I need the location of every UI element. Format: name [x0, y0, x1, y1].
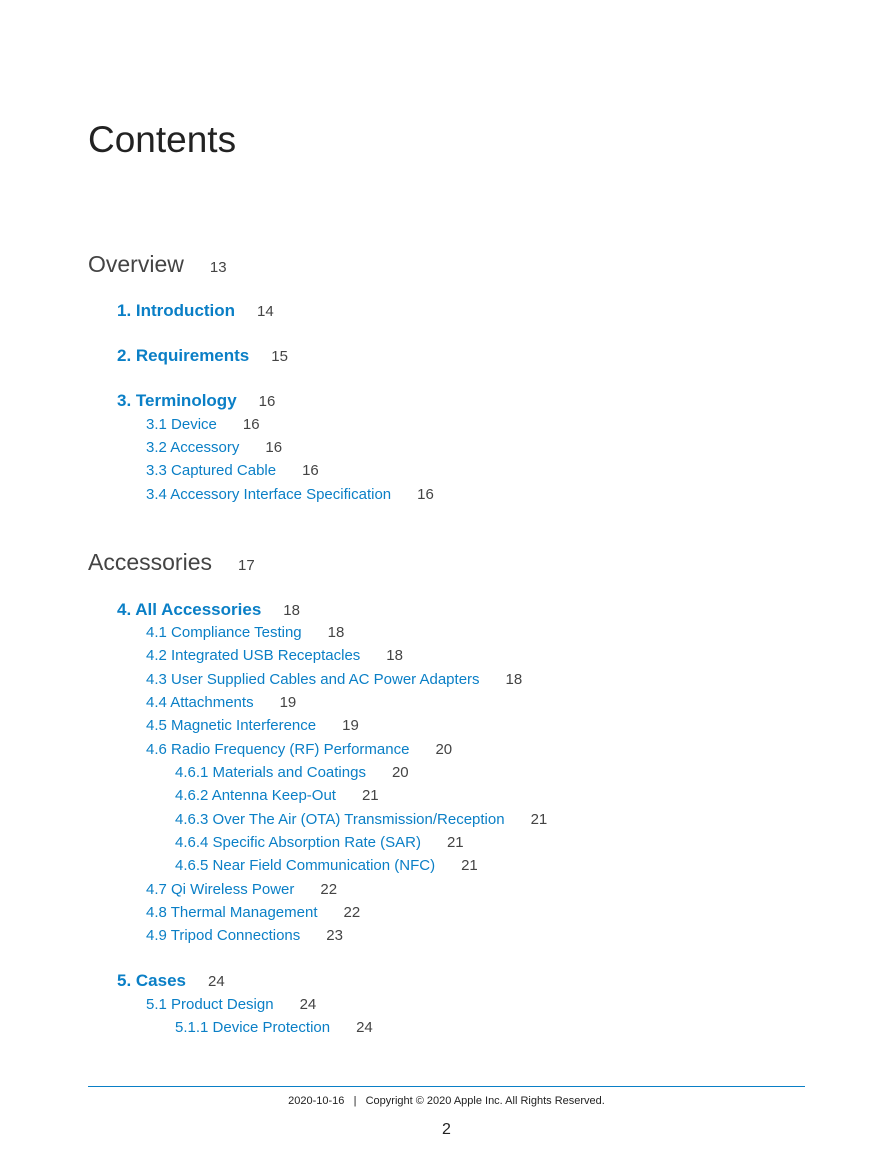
- toc-label: 4.6.3 Over The Air (OTA) Transmission/Reception: [175, 811, 505, 828]
- toc-label: 4.4 Attachments: [146, 694, 254, 711]
- part-page: 13: [209, 259, 227, 276]
- toc-label: 1. Introduction: [117, 301, 236, 320]
- page-title: Contents: [88, 119, 237, 160]
- toc-chapter-terminology[interactable]: [117, 391, 275, 411]
- footer-copyright: 2020-10-16 | Copyright © 2020 Apple Inc. All Rights Reserved.: [288, 1095, 605, 1107]
- toc-page: 16: [302, 462, 319, 479]
- toc-section[interactable]: [146, 416, 260, 433]
- toc-section[interactable]: [146, 996, 316, 1013]
- toc-page: 24: [208, 973, 225, 990]
- toc-page: 15: [271, 348, 288, 365]
- part-page: 17: [237, 557, 255, 574]
- toc-subsection[interactable]: [175, 811, 547, 828]
- toc-chapter-all-accessories[interactable]: [117, 600, 300, 620]
- toc-label: 4.3 User Supplied Cables and AC Power Adapters: [146, 671, 480, 688]
- toc-subsection[interactable]: [175, 787, 379, 804]
- toc-label: 5.1.1 Device Protection: [175, 1019, 331, 1036]
- toc-page: 19: [279, 694, 297, 711]
- toc-page: 16: [258, 393, 276, 410]
- toc-label: 4.1 Compliance Testing: [146, 624, 302, 641]
- toc-label: 4.6.1 Materials and Coatings: [175, 764, 366, 781]
- toc-section[interactable]: [146, 694, 296, 711]
- toc-subsection[interactable]: [175, 834, 464, 851]
- toc-label: 4.6.5 Near Field Communication (NFC): [175, 857, 436, 874]
- toc-subsection[interactable]: [175, 764, 409, 781]
- toc-chapter-introduction[interactable]: [117, 301, 274, 321]
- toc-label: 4.6.4 Specific Absorption Rate (SAR): [175, 834, 421, 851]
- toc-page: 22: [343, 904, 361, 921]
- toc-page: 14: [257, 303, 274, 320]
- toc-section[interactable]: [146, 881, 337, 898]
- toc-section[interactable]: [146, 462, 319, 479]
- part-accessories[interactable]: [88, 549, 255, 576]
- toc-label: 4.6.2 Antenna Keep-Out: [175, 787, 336, 804]
- toc-page: 24: [299, 996, 317, 1013]
- toc-label: 2. Requirements: [117, 346, 250, 365]
- toc-page: 16: [417, 486, 434, 503]
- toc-page: 20: [391, 764, 409, 781]
- toc-page: 21: [530, 811, 548, 828]
- toc-page: 18: [327, 624, 345, 641]
- toc-section[interactable]: [146, 927, 343, 944]
- toc-label: 3. Terminology: [117, 391, 237, 410]
- toc-subsection[interactable]: [175, 857, 478, 874]
- toc-page: 20: [435, 741, 453, 758]
- part-title: Overview: [88, 251, 184, 277]
- toc-page: 16: [242, 416, 260, 433]
- toc-label: 5. Cases: [117, 971, 186, 990]
- toc-label: 5.1 Product Design: [146, 996, 274, 1013]
- toc-label: 4.7 Qi Wireless Power: [146, 881, 295, 898]
- toc-section[interactable]: [146, 741, 452, 758]
- toc-section[interactable]: [146, 647, 403, 664]
- toc-label: 3.3 Captured Cable: [146, 462, 277, 479]
- toc-page: 21: [461, 857, 478, 874]
- part-title: Accessories: [88, 549, 212, 575]
- toc-label: 4.6 Radio Frequency (RF) Performance: [146, 741, 410, 758]
- toc-subsection[interactable]: [175, 1019, 373, 1036]
- toc-chapter-cases[interactable]: [117, 971, 225, 991]
- toc-page: 21: [446, 834, 464, 851]
- toc-chapter-requirements[interactable]: [117, 346, 288, 366]
- toc-page: 18: [283, 602, 300, 619]
- toc-page: 16: [265, 439, 283, 456]
- toc-page: 18: [505, 671, 523, 688]
- toc-section[interactable]: [146, 439, 282, 456]
- toc-label: 4.9 Tripod Connections: [146, 927, 301, 944]
- toc-label: 3.1 Device: [146, 416, 217, 433]
- toc-section[interactable]: [146, 671, 522, 688]
- toc-page: 21: [361, 787, 379, 804]
- toc-section[interactable]: [146, 717, 359, 734]
- toc-page: 18: [386, 647, 403, 664]
- toc-label: 4.2 Integrated USB Receptacles: [146, 647, 361, 664]
- toc-label: 4.8 Thermal Management: [146, 904, 318, 921]
- toc-section[interactable]: [146, 904, 360, 921]
- toc-label: 4.5 Magnetic Interference: [146, 717, 317, 734]
- toc-page: 23: [326, 927, 343, 944]
- toc-page: 22: [320, 881, 338, 898]
- toc-label: 3.2 Accessory: [146, 439, 240, 456]
- toc-label: 4. All Accessories: [117, 600, 262, 619]
- toc-page: 19: [342, 717, 359, 734]
- page-number: 2: [442, 1121, 451, 1138]
- toc-label: 3.4 Accessory Interface Specification: [146, 486, 392, 503]
- toc-section[interactable]: [146, 486, 434, 503]
- toc-section[interactable]: [146, 624, 344, 641]
- part-overview[interactable]: [88, 251, 227, 278]
- footer-divider: [88, 1086, 805, 1087]
- toc-page: 24: [356, 1019, 373, 1036]
